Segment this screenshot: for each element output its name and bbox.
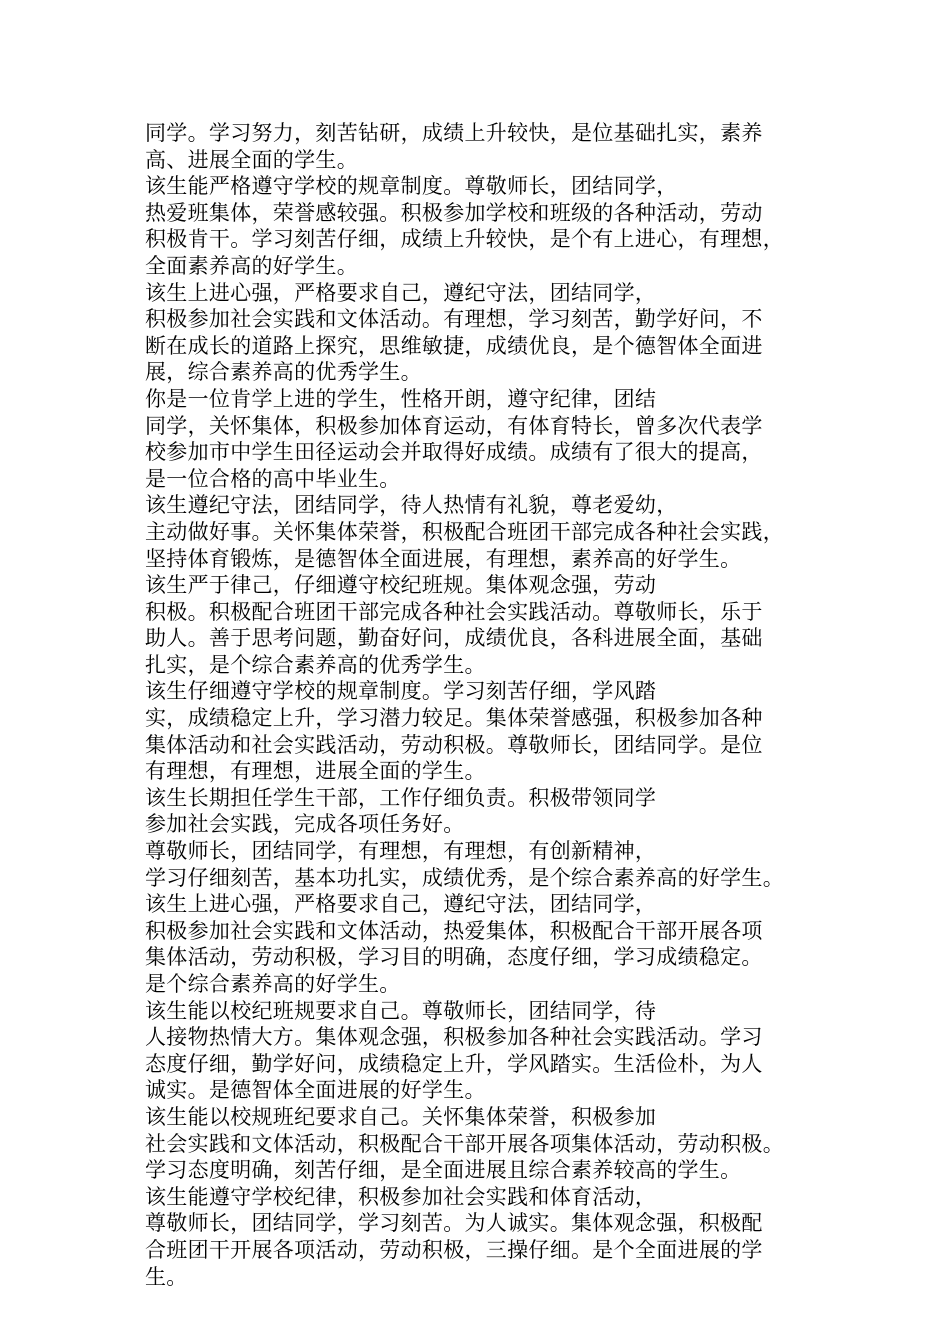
paragraph-3: 该生上进心强，严格要求自己，遵纪守法，团结同学， 积极参加社会实践和文体活动。有理想，学习刻苦，勤学好问，不 断在成长的道路上探究，思维敏捷，成绩优良，是个德智体全面进 展，综合素养高的优秀学生。 — [145, 280, 763, 385]
paragraph-11: 该生能以校纪班规要求自己。尊敬师长，团结同学，待 人接物热情大方。集体观念强，积极参加各种社会实践活动。学习 态度仔细，勤学好问，成绩稳定上升，学风踏实。生活俭朴，为人 诚实。是德智体全面进展的好学生。 — [145, 998, 763, 1103]
paragraph-1: 同学。学习努力，刻苦钻研，成绩上升较快，是位基础扎实，素养 高、进展全面的学生。 — [145, 121, 763, 172]
paragraph-5: 该生遵纪守法，团结同学，待人热情有礼貌，尊老爱幼， 主动做好事。关怀集体荣誉，积极配合班团干部完成各种社会实践， 坚持体育锻炼，是德智体全面进展，有理想，素养高的好学生。 — [145, 493, 784, 571]
paragraph-8: 该生长期担任学生干部，工作仔细负责。积极带领同学 参加社会实践，完成各项任务好。 — [145, 785, 657, 837]
paragraph-13: 该生能遵守学校纪律，积极参加社会实践和体育活动， 尊敬师长，团结同学，学习刻苦。为人诚实。集体观念强，积极配 合班团干开展各项活动，劳动积极，三操仔细。是个全面进展的学 生。 — [145, 1184, 763, 1289]
paragraph-2: 该生能严格遵守学校的规章制度。尊敬师长，团结同学， 热爱班集体，荣誉感较强。积极参加学校和班级的各种活动，劳动 积极肯干。学习刻苦仔细，成绩上升较快，是个有上进心，有理想， 全面素养高的好学生。 — [145, 174, 784, 278]
paragraph-7: 该生仔细遵守学校的规章制度。学习刻苦仔细，学风踏 实，成绩稳定上升，学习潜力较足。集体荣誉感强，积极参加各种 集体活动和社会实践活动，劳动积极。尊敬师长，团结同学。是位 有理想，有理想，进展全面的学生。 — [145, 679, 763, 784]
paragraph-4: 你是一位肯学上进的学生，性格开朗，遵守纪律，团结 同学，关怀集体，积极参加体育运动，有体育特长，曾多次代表学 校参加市中学生田径运动会并取得好成绩。成绩有了很大的提高， 是一位合格的高中毕业生。 — [145, 386, 763, 491]
paragraph-6: 该生严于律己，仔细遵守校纪班规。集体观念强，劳动 积极。积极配合班团干部完成各种社会实践活动。尊敬师长，乐于 助人。善于思考问题，勤奋好问，成绩优良，各科进展全面，基础 扎实，是个综合素养高的优秀学生。 — [145, 573, 763, 677]
paragraph-10: 该生上进心强，严格要求自己，遵纪守法，团结同学， 积极参加社会实践和文体活动，热爱集体，积极配合干部开展各项 集体活动，劳动积极，学习目的明确，态度仔细，学习成绩稳定。 是个综合素养高的好学生。 — [145, 892, 763, 996]
paragraph-9: 尊敬师长，团结同学，有理想，有理想，有创新精神， 学习仔细刻苦，基本功扎实，成绩优秀，是个综合素养高的好学生。 — [145, 839, 784, 890]
document-body — [145, 120, 835, 1290]
paragraph-12: 该生能以校规班纪要求自己。关怀集体荣誉，积极参加 社会实践和文体活动，积极配合干部开展各项集体活动，劳动积极。 学习态度明确，刻苦仔细，是全面进展且综合素养较高的学生。 — [145, 1104, 784, 1183]
